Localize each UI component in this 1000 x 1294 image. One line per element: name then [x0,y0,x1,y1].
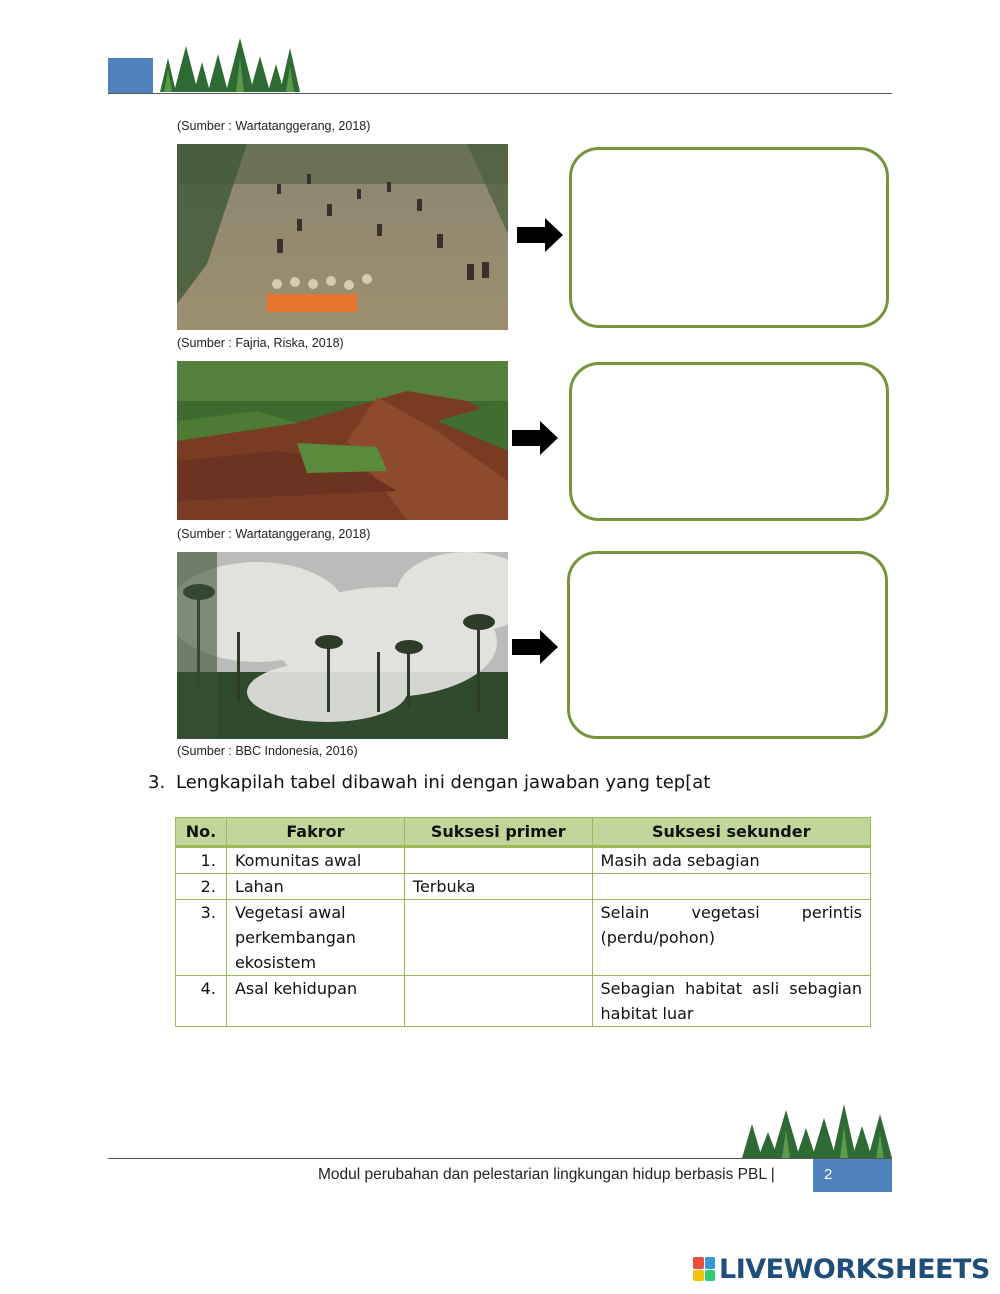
pine-trees-decoration-bottom [740,1104,895,1158]
cell-sekunder: Sebagian habitat asli sebagian habitat luar [592,976,870,1027]
table-row [176,874,871,900]
cell-primer-input[interactable] [404,847,592,874]
answer-box-flood[interactable] [569,147,889,328]
answer-box-forest-fire[interactable] [567,551,888,739]
liveworksheets-badge-icon [693,1257,715,1281]
question-3 [148,772,710,793]
liveworksheets-logo [693,1254,990,1284]
row-number: 2. [176,874,227,900]
table-header-row [176,818,871,847]
cell-primer-input[interactable] [404,976,592,1027]
flood-photo [177,144,508,330]
cell-fakror: Komunitas awal [226,847,404,874]
footer-module-title: Modul perubahan dan pelestarian lingkungan hidup berbasis PBL | [318,1166,775,1183]
header-fakror: Fakror [226,818,404,847]
table-row [176,976,871,1027]
header-suksesi-primer: Suksesi primer [404,818,592,847]
pine-trees-decoration-top [152,36,302,92]
question-text: Lengkapilah tabel dibawah ini dengan jawaban yang tep[at [176,772,711,793]
footer-rule [108,1158,892,1159]
brand-name: LIVEWORKSHEETS [719,1253,990,1285]
table-row [176,900,871,976]
photo-caption: (Sumber : Wartatanggerang, 2018) [177,527,371,541]
header-no: No. [176,818,227,847]
cell-fakror: Lahan [226,874,404,900]
header-rule [108,93,892,94]
table-row [176,847,871,874]
cell-sekunder: Masih ada sebagian [592,847,870,874]
question-number: 3. [148,772,166,793]
right-arrow-icon [512,421,558,455]
page-number: 2 [813,1159,892,1192]
photo-caption: (Sumber : BBC Indonesia, 2016) [177,744,358,758]
header-blue-block [108,58,153,94]
forest-fire-photo [177,552,508,739]
answer-box-landslide[interactable] [569,362,889,521]
cell-fakror: Asal kehidupan [226,976,404,1027]
row-number: 3. [176,900,227,976]
right-arrow-icon [517,218,563,252]
cell-fakror: Vegetasi awal perkembangan ekosistem [226,900,404,976]
cell-sekunder-input[interactable] [592,874,870,900]
cell-primer-input[interactable] [404,900,592,976]
photo-caption: (Sumber : Fajria, Riska, 2018) [177,336,344,350]
row-number: 1. [176,847,227,874]
header-suksesi-sekunder: Suksesi sekunder [592,818,870,847]
cell-primer: Terbuka [404,874,592,900]
cell-sekunder: Selain vegetasi perintis (perdu/pohon) [592,900,870,976]
row-number: 4. [176,976,227,1027]
right-arrow-icon [512,630,558,664]
photo-caption: (Sumber : Wartatanggerang, 2018) [177,119,371,133]
succession-table [175,817,871,1027]
landslide-photo [177,361,508,520]
